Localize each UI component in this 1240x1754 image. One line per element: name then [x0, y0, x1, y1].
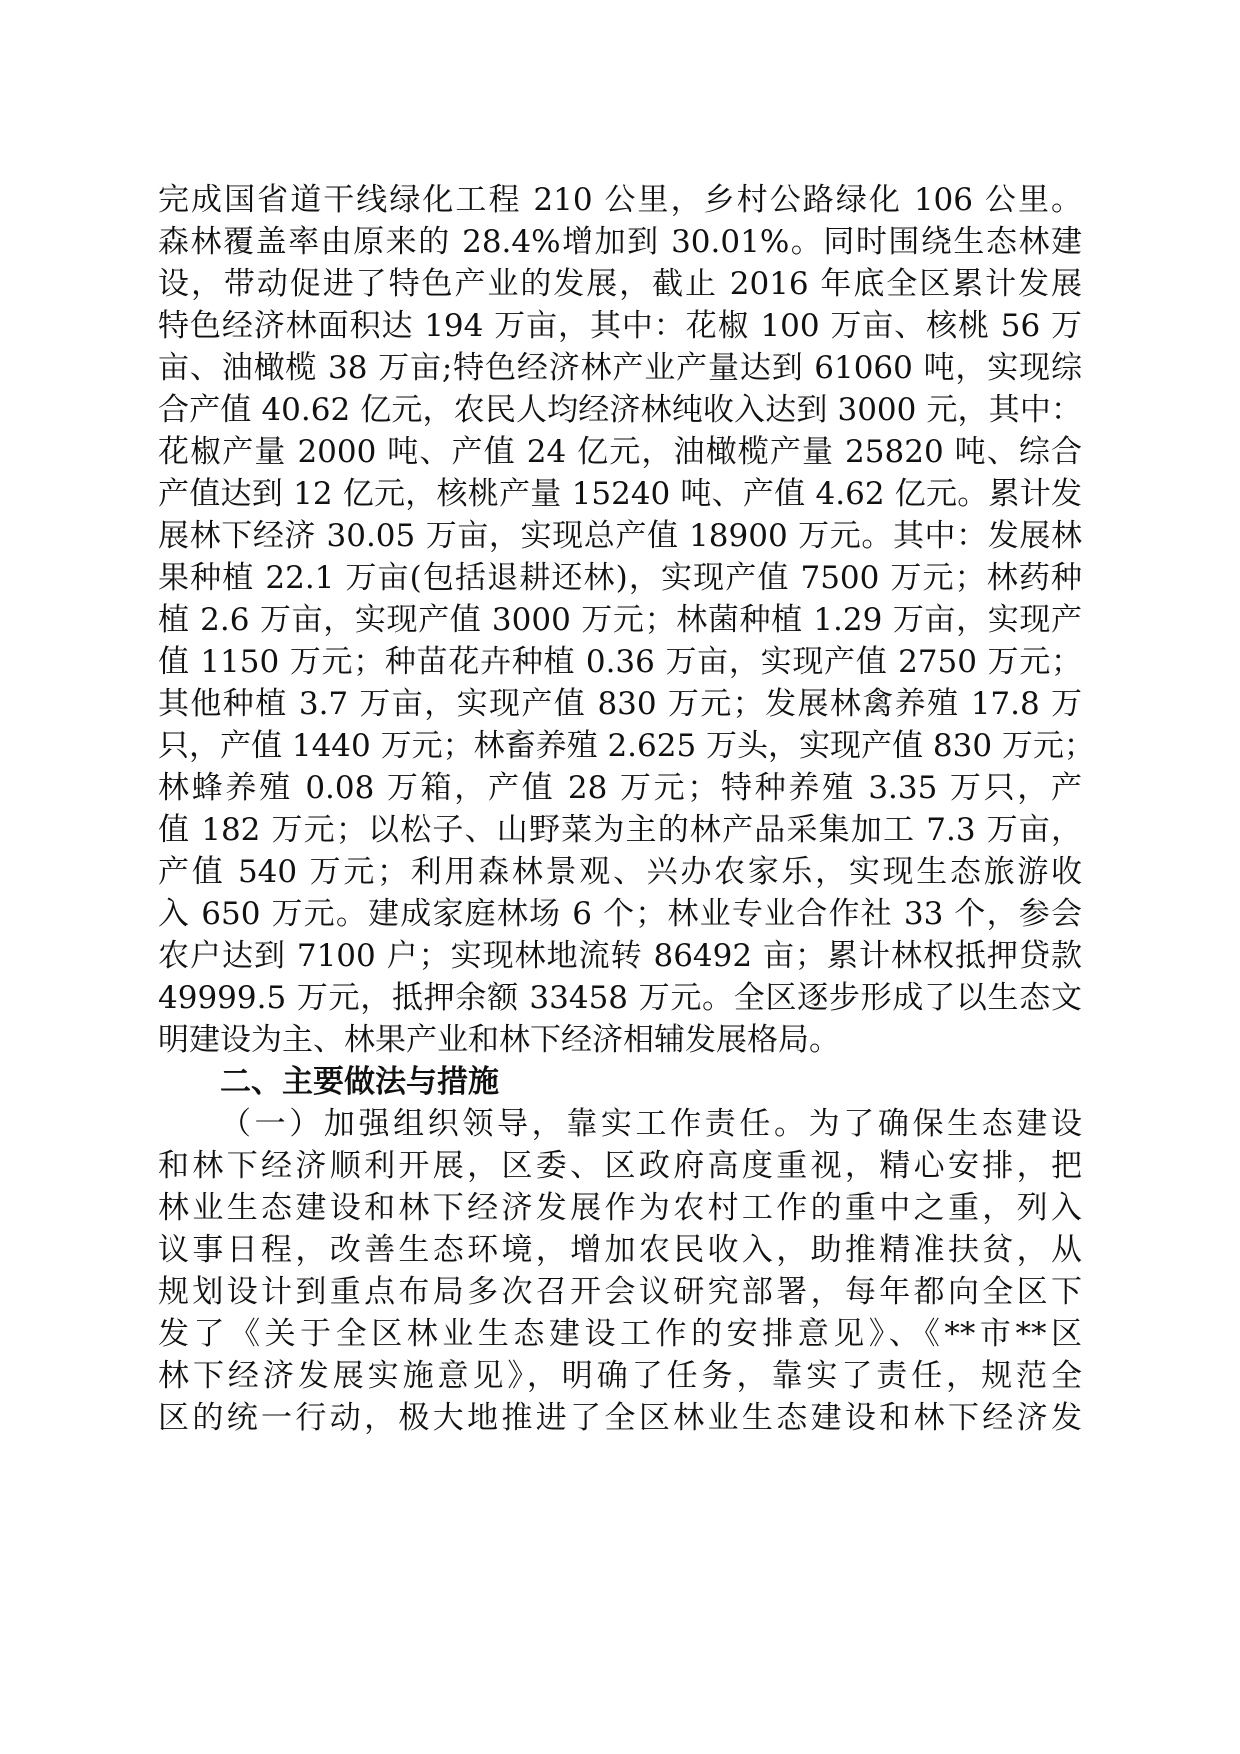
paragraph-line: 植 2.6 万亩，实现产值 3000 万元；林菌种植 1.29 万亩，实现产: [158, 602, 1082, 638]
paragraph-line: 林蜂养殖 0.08 万箱，产值 28 万元；特种养殖 3.35 万只，产: [158, 770, 1082, 806]
paragraph-line: 入 650 万元。建成家庭林场 6 个；林业专业合作社 33 个，参会: [158, 896, 1082, 932]
paragraph-line: 议事日程，改善生态环境，增加农民收入，助推精准扶贫，从: [158, 1232, 1082, 1268]
paragraph-line: 果种植 22.1 万亩(包括退耕还林)，实现产值 7500 万元；林药种: [158, 560, 1082, 596]
paragraph-line: 花椒产量 2000 吨、产值 24 亿元，油橄榄产量 25820 吨、综合: [158, 434, 1082, 470]
paragraph-line: 区的统一行动，极大地推进了全区林业生态建设和林下经济发: [158, 1400, 1082, 1436]
paragraph-line: 农户达到 7100 户；实现林地流转 86492 亩；累计林权抵押贷款: [158, 938, 1082, 974]
paragraph-line: 值 182 万元；以松子、山野菜为主的林产品采集加工 7.3 万亩，: [158, 812, 1082, 848]
paragraph-line: 森林覆盖率由原来的 28.4%增加到 30.01%。同时围绕生态林建: [158, 224, 1082, 260]
paragraph-line: 产值达到 12 亿元，核桃产量 15240 吨、产值 4.62 亿元。累计发: [158, 476, 1082, 512]
paragraph-line: 产值 540 万元；利用森林景观、兴办农家乐，实现生态旅游收: [158, 854, 1082, 890]
paragraph-line: 和林下经济顺利开展，区委、区政府高度重视，精心安排，把: [158, 1148, 1082, 1184]
paragraph-line: 规划设计到重点布局多次召开会议研究部署，每年都向全区下: [158, 1274, 1082, 1310]
section-heading: 二、主要做法与措施: [220, 1064, 499, 1100]
paragraph-line: 其他种植 3.7 万亩，实现产值 830 万元；发展林禽养殖 17.8 万: [158, 686, 1082, 722]
paragraph-line: （一）加强组织领导，靠实工作责任。为了确保生态建设: [220, 1106, 1082, 1142]
paragraph-line: 完成国省道干线绿化工程 210 公里，乡村公路绿化 106 公里。: [158, 182, 1082, 218]
paragraph-line: 亩、油橄榄 38 万亩;特色经济林产业产量达到 61060 吨，实现综: [158, 350, 1082, 386]
paragraph-line: 林下经济发展实施意见》，明确了任务，靠实了责任，规范全: [158, 1358, 1082, 1394]
paragraph-line: 值 1150 万元；种苗花卉种植 0.36 万亩，实现产值 2750 万元；: [158, 644, 1082, 680]
paragraph-line: 设，带动促进了特色产业的发展，截止 2016 年底全区累计发展: [158, 266, 1082, 302]
paragraph-line: 展林下经济 30.05 万亩，实现总产值 18900 万元。其中：发展林: [158, 518, 1082, 554]
paragraph-line: 合产值 40.62 亿元，农民人均经济林纯收入达到 3000 元，其中：: [158, 392, 1082, 428]
paragraph-line: 特色经济林面积达 194 万亩，其中：花椒 100 万亩、核桃 56 万: [158, 308, 1082, 344]
paragraph-line: 发了《关于全区林业生态建设工作的安排意见》、《**市**区: [158, 1316, 1082, 1352]
paragraph-line: 明建设为主、林果产业和林下经济相辅发展格局。: [158, 1022, 840, 1058]
paragraph-line: 49999.5 万元，抵押余额 33458 万元。全区逐步形成了以生态文: [158, 980, 1082, 1016]
paragraph-line: 只，产值 1440 万元；林畜养殖 2.625 万头，实现产值 830 万元；: [158, 728, 1095, 764]
paragraph-line: 林业生态建设和林下经济发展作为农村工作的重中之重，列入: [158, 1190, 1082, 1226]
